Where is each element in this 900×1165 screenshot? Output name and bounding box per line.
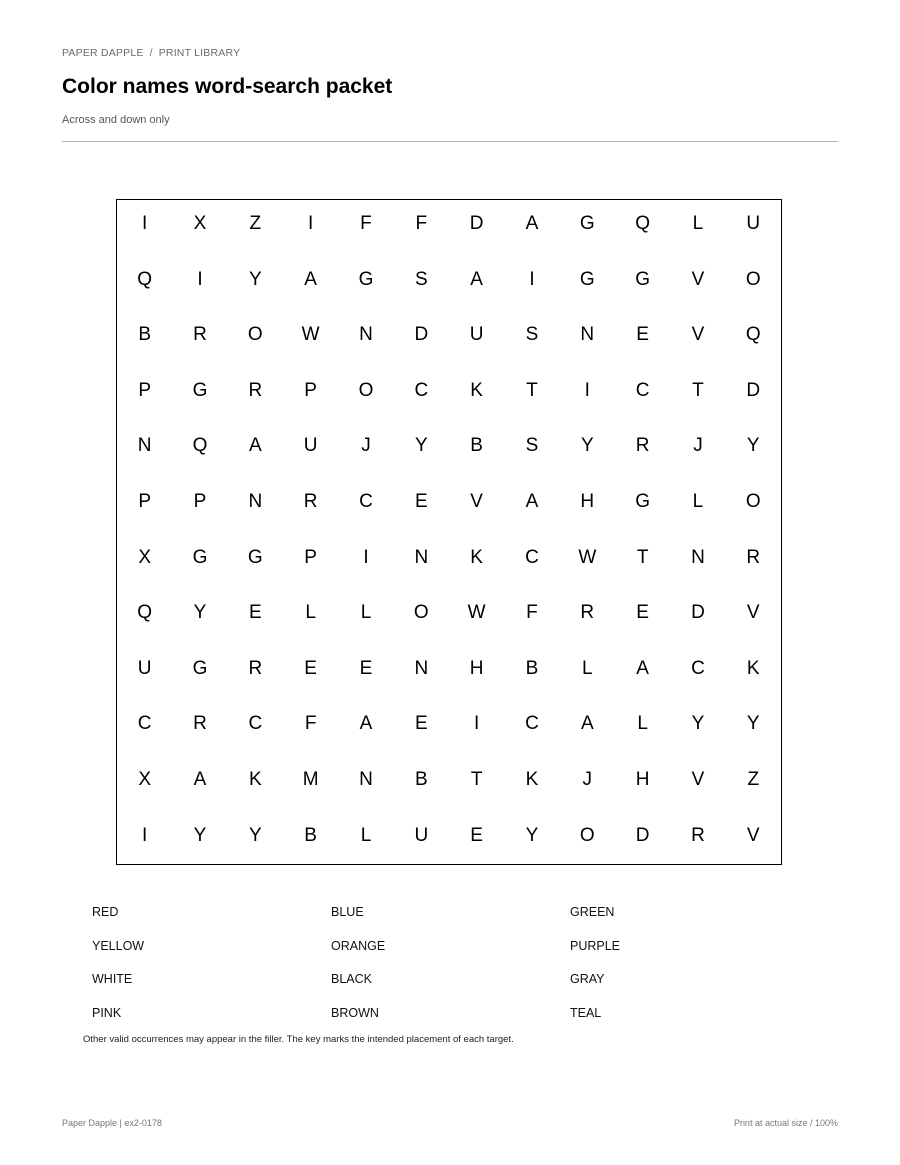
grid-cell: F <box>304 713 317 735</box>
grid-cell: T <box>636 546 649 568</box>
grid-cell: Q <box>192 435 208 457</box>
word-list-row <box>92 1005 812 1039</box>
grid-cell: T <box>526 379 538 401</box>
grid-cell: A <box>248 435 262 457</box>
grid-cell: R <box>580 602 595 624</box>
grid-cell: Y <box>248 268 262 290</box>
grid-cell: Q <box>635 213 650 234</box>
grid-cell: K <box>746 657 760 679</box>
word-search-grid <box>116 199 782 865</box>
grid-cell: H <box>469 657 484 679</box>
grid-cell: A <box>304 268 317 290</box>
grid-cell: G <box>579 213 595 234</box>
grid-cell: Y <box>525 824 539 846</box>
target-word: BLACK <box>331 972 372 986</box>
grid-cell: S <box>414 268 428 290</box>
grid-cell: F <box>415 213 428 234</box>
grid-cell: A <box>525 213 539 234</box>
page-subtitle: Across and down only <box>62 114 170 126</box>
grid-cell: O <box>247 324 263 346</box>
grid-cell: H <box>635 768 650 790</box>
grid-cell: N <box>359 768 373 790</box>
grid-cell: R <box>193 713 207 735</box>
grid-cell: C <box>359 490 373 512</box>
grid-cell: L <box>360 824 372 846</box>
grid-cell: J <box>582 768 593 790</box>
grid-cell: Q <box>137 268 153 290</box>
target-word: RED <box>92 905 119 919</box>
breadcrumb-section: PRINT LIBRARY <box>158 47 241 59</box>
grid-cell: N <box>414 657 429 679</box>
grid-cell: A <box>525 490 539 512</box>
grid-cell: A <box>636 657 649 679</box>
grid-cell: I <box>529 268 535 290</box>
grid-cell: W <box>467 602 486 624</box>
grid-cell: Y <box>193 602 207 624</box>
grid-cell: C <box>635 379 650 401</box>
grid-cell: U <box>303 435 318 457</box>
grid-cell: A <box>193 768 207 790</box>
grid-cell: S <box>525 435 539 457</box>
grid-cell: Z <box>747 768 760 790</box>
grid-cell: K <box>248 768 262 790</box>
grid-cell: G <box>247 546 263 568</box>
grid-cell: Y <box>248 824 262 846</box>
grid-cell: I <box>363 546 369 568</box>
grid-cell: I <box>142 824 148 846</box>
grid-cell: D <box>691 602 705 624</box>
grid-cell: G <box>192 546 208 568</box>
grid-cell: L <box>582 657 593 679</box>
grid-cell: H <box>580 490 595 512</box>
target-word: ORANGE <box>331 938 386 953</box>
grid-cell: S <box>525 324 539 346</box>
grid-cell: D <box>746 379 761 401</box>
target-word: BROWN <box>331 1005 379 1020</box>
grid-cell: P <box>138 490 151 512</box>
grid-cell: I <box>473 713 480 735</box>
target-word: WHITE <box>92 972 133 986</box>
grid-cell: U <box>746 213 761 234</box>
grid-cell: I <box>197 268 203 290</box>
grid-cell: P <box>138 379 151 401</box>
grid-cell: L <box>692 490 704 512</box>
grid-cell: U <box>414 824 429 846</box>
grid-cell: I <box>584 379 590 401</box>
breadcrumb <box>62 47 240 59</box>
grid-cell: E <box>414 713 428 735</box>
grid-cell: N <box>248 490 263 512</box>
page-title: Color names word-search packet <box>62 75 393 98</box>
grid-cell: Y <box>746 713 760 735</box>
grid-cell: O <box>358 379 374 401</box>
grid-cell: E <box>304 657 317 679</box>
grid-cell: I <box>308 213 314 234</box>
grid-cell: E <box>359 657 373 679</box>
grid-cell: N <box>359 324 373 346</box>
target-word: TEAL <box>570 1005 602 1020</box>
grid-cell: C <box>525 546 539 568</box>
grid-cell: V <box>746 824 760 846</box>
grid-cell: U <box>137 657 152 679</box>
grid-cell: R <box>248 657 263 679</box>
grid-cell: J <box>361 435 371 457</box>
grid-row <box>117 816 781 872</box>
grid-cell: N <box>580 324 595 346</box>
grid-cell: A <box>470 268 483 290</box>
footer-print-hint: Print at actual size / 100% <box>733 1118 838 1128</box>
grid-cell: G <box>579 268 595 290</box>
target-word: GRAY <box>570 972 605 986</box>
grid-cell: V <box>746 602 760 624</box>
grid-cell: L <box>692 213 704 234</box>
grid-cell: V <box>470 490 483 512</box>
target-word: PINK <box>92 1005 122 1020</box>
grid-cell: O <box>413 602 429 624</box>
grid-cell: O <box>579 824 595 846</box>
grid-cell: P <box>304 546 317 568</box>
grid-cell: G <box>358 268 374 290</box>
breadcrumb-separator: / <box>149 47 153 59</box>
word-list-row <box>92 938 812 972</box>
target-word: PURPLE <box>570 938 621 953</box>
grid-cell: W <box>301 324 320 346</box>
grid-cell: W <box>578 546 597 568</box>
grid-cell: J <box>693 435 703 457</box>
grid-cell: C <box>414 379 429 401</box>
grid-cell: G <box>192 657 208 679</box>
word-list <box>92 904 812 1038</box>
grid-cell: O <box>745 268 761 290</box>
grid-cell: E <box>414 490 428 512</box>
grid-cell: Y <box>193 824 207 846</box>
grid-cell: T <box>470 768 483 790</box>
grid-cell: B <box>414 768 428 790</box>
grid-cell: V <box>691 768 705 790</box>
grid-cell: R <box>193 324 207 346</box>
grid-cell: B <box>138 324 151 346</box>
grid-cell: X <box>193 213 207 234</box>
grid-cell: R <box>635 435 650 457</box>
grid-cell: I <box>142 213 148 234</box>
grid-cell: T <box>692 379 704 401</box>
grid-cell: N <box>137 435 152 457</box>
grid-cell: Z <box>249 213 262 234</box>
grid-cell: Y <box>414 435 428 457</box>
grid-cell: C <box>248 713 263 735</box>
grid-cell: E <box>636 324 649 346</box>
word-list-row <box>92 904 812 938</box>
grid-cell: K <box>525 768 539 790</box>
grid-cell: C <box>137 713 152 735</box>
grid-cell: N <box>414 546 429 568</box>
grid-cell: V <box>691 324 705 346</box>
grid-cell: M <box>302 768 319 790</box>
grid-cell: Q <box>745 324 761 346</box>
grid-cell: K <box>470 546 483 568</box>
grid-cell: G <box>192 379 208 401</box>
grid-cell: Y <box>746 435 760 457</box>
grid-cell: P <box>304 379 317 401</box>
grid-cell: L <box>360 602 372 624</box>
grid-cell: E <box>636 602 649 624</box>
grid-cell: C <box>525 713 539 735</box>
footer-id: Paper Dapple | ex2-0178 <box>62 1118 162 1128</box>
word-list-row <box>92 971 812 1005</box>
grid-cell: L <box>637 713 648 735</box>
grid-cell: D <box>635 824 650 846</box>
grid-cell: R <box>746 546 761 568</box>
grid-cell: K <box>470 379 483 401</box>
grid-cell: Y <box>691 713 705 735</box>
grid-cell: Y <box>580 435 594 457</box>
grid-cell: O <box>745 490 761 512</box>
grid-cell: Q <box>137 602 153 624</box>
grid-cell: N <box>691 546 705 568</box>
header-divider <box>62 141 838 142</box>
target-word: BLUE <box>331 905 364 919</box>
grid-cell: B <box>304 824 317 846</box>
grid-cell: G <box>635 490 650 512</box>
grid-cell: B <box>470 435 483 457</box>
grid-cell: R <box>248 379 263 401</box>
grid-cell: A <box>359 713 373 735</box>
grid-cell: X <box>138 768 151 790</box>
grid-cell: R <box>303 490 318 512</box>
grid-cell: C <box>691 657 705 679</box>
grid-cell: U <box>469 324 484 346</box>
grid-cell: X <box>138 546 151 568</box>
grid-cell: G <box>635 268 650 290</box>
grid-cell: E <box>470 824 483 846</box>
grid-cell: R <box>691 824 705 846</box>
grid-cell: B <box>525 657 539 679</box>
grid-cell: F <box>526 602 538 624</box>
grid-cell: L <box>305 602 316 624</box>
grid-cell: D <box>469 213 484 234</box>
grid-cell: P <box>193 490 207 512</box>
grid-cell: F <box>360 213 372 234</box>
grid-cell: D <box>414 324 429 346</box>
target-word: YELLOW <box>92 938 145 953</box>
grid-cell: V <box>691 268 705 290</box>
grid-cell: E <box>248 602 262 624</box>
footnote: Other valid occurrences may appear in the filler. The key marks the intended placement of each target. <box>83 1034 514 1045</box>
target-word: GREEN <box>570 905 615 919</box>
breadcrumb-brand: PAPER DAPPLE <box>62 47 144 59</box>
grid-cell: A <box>580 713 594 735</box>
